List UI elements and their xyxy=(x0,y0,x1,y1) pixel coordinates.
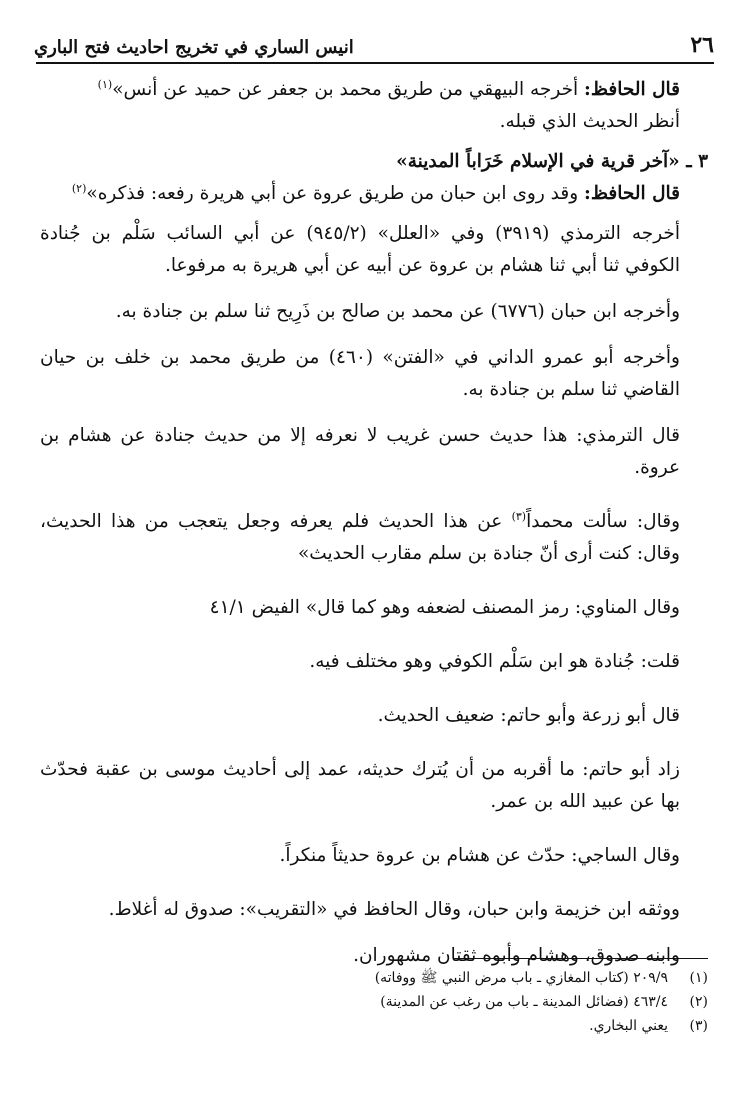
paragraph-saji: وقال الساجي: حدّث عن هشام بن عروة حديثاً منكراً. xyxy=(279,845,680,866)
main-text xyxy=(40,74,708,972)
paragraph-bukhari-question xyxy=(40,506,708,570)
paragraph-tirmidhi-ruling: قال الترمذي: هذا حديث حسن غريب لا نعرفه إلا من حديث جنادة عن هشام بن عروة. xyxy=(40,425,680,478)
paragraph-see-previous: أنظر الحديث الذي قبله. xyxy=(499,111,680,132)
footnote-item xyxy=(120,1014,708,1038)
speaker-label: قال الحافظ: xyxy=(584,79,680,100)
footnote-item xyxy=(120,966,708,990)
footnotes xyxy=(120,966,708,1038)
paragraph-hafiz-2 xyxy=(40,178,708,210)
running-title: انيس الساري في تخريج احاديث فتح الباري xyxy=(34,37,354,58)
paragraph-abu-hatim: زاد أبو حاتم: ما أقربه من أن يُترك حديثه، عمد إلى أحاديث موسى بن عقبة فحدّث بها عن عبيد الله بن عمر. xyxy=(40,759,680,812)
footnote-ref: (١) xyxy=(97,77,113,91)
footnote-ref: (٢) xyxy=(71,181,87,195)
footnote-rule xyxy=(453,958,708,959)
footnote-text: ٤٦٣/٤ (فضائل المدينة ـ باب من رغب عن المدينة) xyxy=(380,994,668,1010)
paragraph-dani: وأخرجه أبو عمرو الداني في «الفتن» (٤٦٠) من طريق محمد بن خلف بن حيان القاضي ثنا سلم بن جنادة به. xyxy=(40,347,680,400)
footnote-ref: (٣) xyxy=(511,509,527,523)
paragraph-abu-zura: قال أبو زرعة وأبو حاتم: ضعيف الحديث. xyxy=(377,705,680,726)
hadith-title: «آخر قرية في الإسلام خَرَاباً المدينة» xyxy=(396,151,687,172)
footnote-item xyxy=(120,990,708,1014)
paragraph-tawthiq: ووثقه ابن خزيمة وابن حبان، وقال الحافظ في «التقريب»: صدوق له أغلاط. xyxy=(108,899,680,920)
page-number: ٢٦ xyxy=(690,32,714,58)
hadith-number: ٣ ـ xyxy=(686,151,708,172)
footnote-number: (٢) xyxy=(689,994,708,1010)
header-rule xyxy=(36,62,714,64)
footnote-text: ٢٠٩/٩ (كتاب المغازي ـ باب مرض النبي ﷺ ووفاته) xyxy=(374,970,668,986)
paragraph-son: وابنه صدوق، وهشام وأبوه ثقتان مشهوران. xyxy=(353,945,680,966)
paragraph-text: وقال: سألت محمداً xyxy=(526,511,680,532)
paragraph-text: وقد روى ابن حبان من طريق عروة عن أبي هريرة رفعه: فذكره» xyxy=(86,183,585,204)
paragraph-munawi: وقال المناوي: رمز المصنف لضعفه وهو كما قال» الفيض ٤١/١ xyxy=(209,597,680,618)
footnote-number: (٣) xyxy=(689,1018,708,1034)
speaker-label: قال الحافظ: xyxy=(584,183,680,204)
paragraph-qultu: قلت: جُنادة هو ابن سَلْم الكوفي وهو مختلف فيه. xyxy=(309,651,680,672)
footnote-text: يعني البخاري. xyxy=(589,1018,668,1034)
hadith-heading xyxy=(40,146,708,178)
paragraph-tirmidhi-takhrij: أخرجه الترمذي (٣٩١٩) وفي «العلل» (٩٤٥/٢) عن أبي السائب سَلْم بن جُنادة الكوفي ثنا أبي ثنا هشام بن عروة عن أبيه عن أبي هريرة به مرفوعا. xyxy=(40,223,680,276)
page-header xyxy=(34,28,714,58)
paragraph-text: عن هذا الحديث فلم يعرفه وجعل يتعجب من هذا الحديث، وقال: كنت أرى أنّ جنادة بن سلم مقارب الحديث» xyxy=(40,511,680,564)
paragraph-hafiz-1 xyxy=(40,74,708,106)
footnote-number: (١) xyxy=(689,970,708,986)
paragraph-text: أخرجه البيهقي من طريق محمد بن جعفر عن حميد عن أنس» xyxy=(112,79,585,100)
paragraph-ibn-hibban: وأخرجه ابن حبان (٦٧٧٦) عن محمد بن صالح بن ذَرِيح ثنا سلم بن جنادة به. xyxy=(115,301,680,322)
